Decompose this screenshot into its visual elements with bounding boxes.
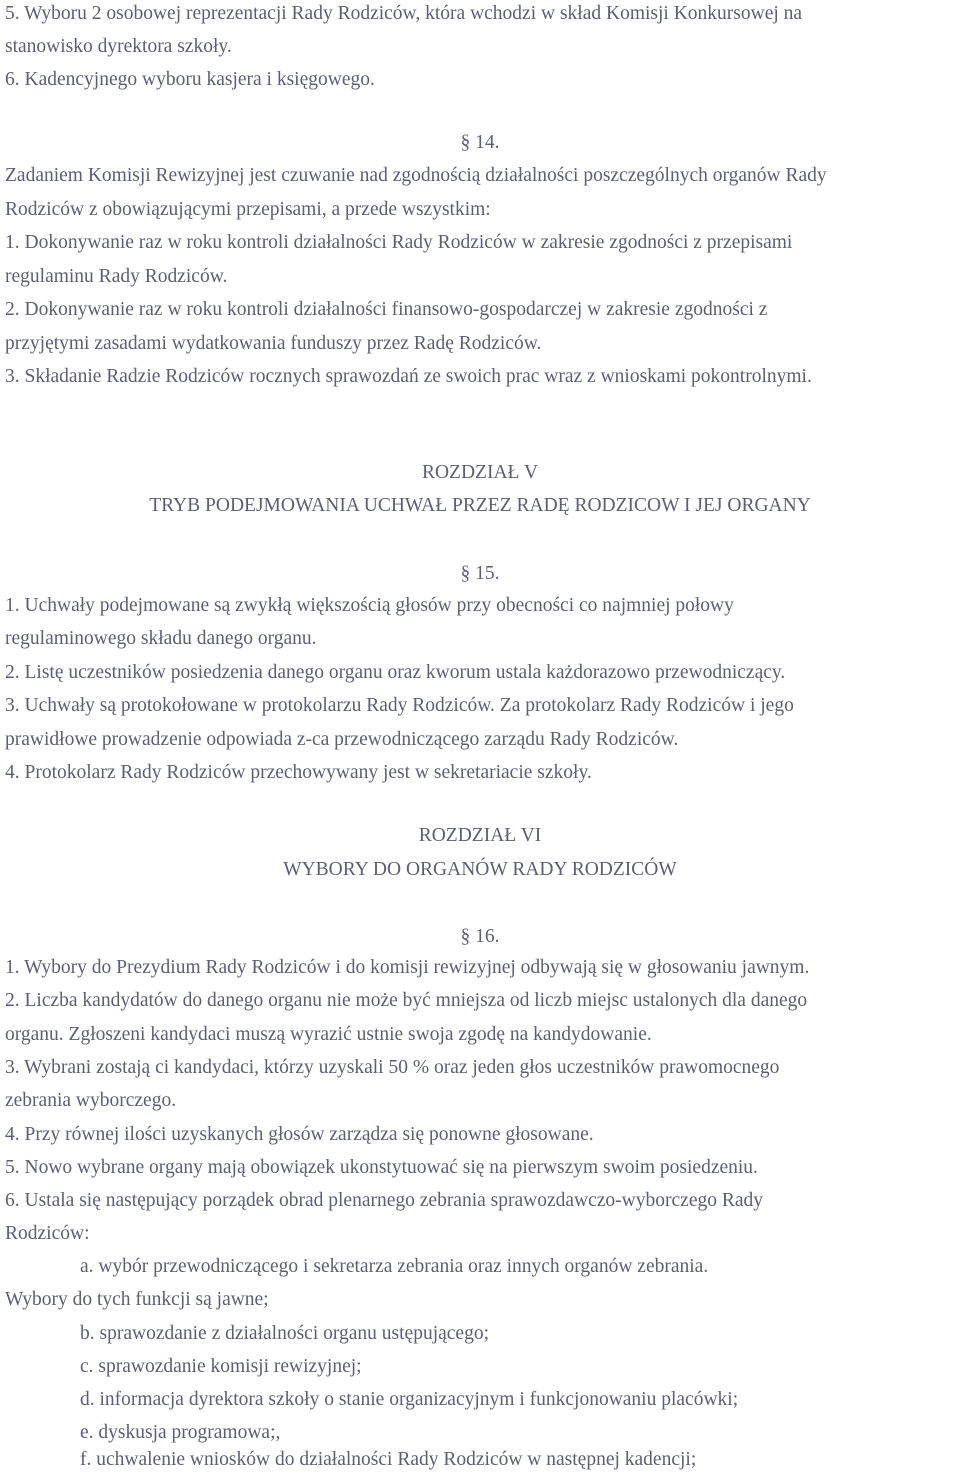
text-line: 4. Protokolarz Rady Rodziców przechowywany jest w sekretariacie szkoły. <box>5 762 592 783</box>
text-line: Zadaniem Komisji Rewizyjnej jest czuwanie nad zgodnością działalności poszczególnych organów Rady <box>5 165 827 186</box>
text-line: zebrania wyborczego. <box>5 1090 177 1111</box>
chapter-6-title: WYBORY DO ORGANÓW RADY RODZICÓW <box>283 859 677 880</box>
section-16-heading <box>0 920 960 953</box>
text-line: stanowisko dyrektora szkoły. <box>5 36 232 57</box>
text-line: Rodziców: <box>5 1223 90 1244</box>
text-line: 4. Przy równej ilości uzyskanych głosów zarządza się ponowne głosowane. <box>5 1124 594 1145</box>
list-item: d. informacja dyrektora szkoły o stanie organizacyjnym i funkcjonowaniu placówki; <box>80 1389 739 1410</box>
text-line: 3. Wybrani zostają ci kandydaci, którzy uzyskali 50 % oraz jeden głos uczestników prawomocnego <box>5 1057 780 1078</box>
chapter-6-heading: ROZDZIAŁ VI <box>418 825 542 846</box>
list-item: b. sprawozdanie z działalności organu ustępującego; <box>80 1323 489 1344</box>
text-line: 6. Ustala się następujący porządek obrad plenarnego zebrania sprawozdawczo-wyborczego Rady <box>5 1190 764 1211</box>
text-line: 3. Składanie Radzie Rodziców rocznych sprawozdań ze swoich prac wraz z wnioskami pokontrolnymi. <box>5 366 812 387</box>
text-line: 1. Dokonywanie raz w roku kontroli działalności Rady Rodziców w zakresie zgodności z przepisami <box>5 232 793 253</box>
list-item: f. uchwalenie wniosków do działalności Rady Rodziców w następnej kadencji; <box>80 1449 697 1470</box>
text-line: prawidłowe prowadzenie odpowiada z-ca przewodniczącego zarządu Rady Rodziców. <box>5 729 679 750</box>
chapter-5-heading: ROZDZIAŁ V <box>421 462 539 483</box>
chapter-5-title: TRYB PODEJMOWANIA UCHWAŁ PRZEZ RADĘ RODZICOW I JEJ ORGANY <box>149 495 811 516</box>
text-line: 5. Wyboru 2 osobowej reprezentacji Rady Rodziców, która wchodzi w skład Komisji Konkursowej na <box>5 3 803 24</box>
section-number: 15. <box>475 563 500 584</box>
text-line: 1. Wybory do Prezydium Rady Rodziców i do komisji rewizyjnej odbywają się w głosowaniu jawnym. <box>5 957 810 978</box>
list-item: a. wybór przewodniczącego i sekretarza zebrania oraz innych organów zebrania. <box>80 1256 709 1277</box>
text-line: 2. Dokonywanie raz w roku kontroli działalności finansowo-gospodarczej w zakresie zgodności z <box>5 299 768 320</box>
section-mark: § <box>460 132 471 153</box>
section-14-heading <box>0 126 960 159</box>
text-line: 1. Uchwały podejmowane są zwykłą większością głosów przy obecności co najmniej połowy <box>5 595 734 616</box>
text-line: 5. Nowo wybrane organy mają obowiązek ukonstytuować się na pierwszym swoim posiedzeniu. <box>5 1157 758 1178</box>
text-line: 2. Listę uczestników posiedzenia danego organu oraz kworum ustala każdorazowo przewodniczący. <box>5 662 786 683</box>
text-line: Wybory do tych funkcji są jawne; <box>5 1289 269 1310</box>
text-line: regulaminu Rady Rodziców. <box>5 266 228 287</box>
text-line: 3. Uchwały są protokołowane w protokolarzu Rady Rodziców. Za protokolarz Rady Rodziców i jego <box>5 695 794 716</box>
section-mark: § <box>460 563 471 584</box>
section-number: 16. <box>475 926 500 947</box>
text-line: Rodziców z obowiązującymi przepisami, a przede wszystkim: <box>5 199 491 220</box>
section-mark: § <box>460 926 471 947</box>
text-line: 6. Kadencyjnego wyboru kasjera i księgowego. <box>5 69 375 90</box>
list-item: c. sprawozdanie komisji rewizyjnej; <box>80 1356 362 1377</box>
section-number: 14. <box>475 132 500 153</box>
text-line: 2. Liczba kandydatów do danego organu nie może być mniejsza od liczb miejsc ustalonych dla danego <box>5 990 808 1011</box>
text-line: przyjętymi zasadami wydatkowania funduszy przez Radę Rodziców. <box>5 333 542 354</box>
text-line: regulaminowego składu danego organu. <box>5 628 317 649</box>
section-15-heading <box>0 557 960 590</box>
list-item: e. dyskusja programowa;, <box>80 1422 281 1443</box>
text-line: organu. Zgłoszeni kandydaci muszą wyrazić ustnie swoja zgodę na kandydowanie. <box>5 1024 652 1045</box>
